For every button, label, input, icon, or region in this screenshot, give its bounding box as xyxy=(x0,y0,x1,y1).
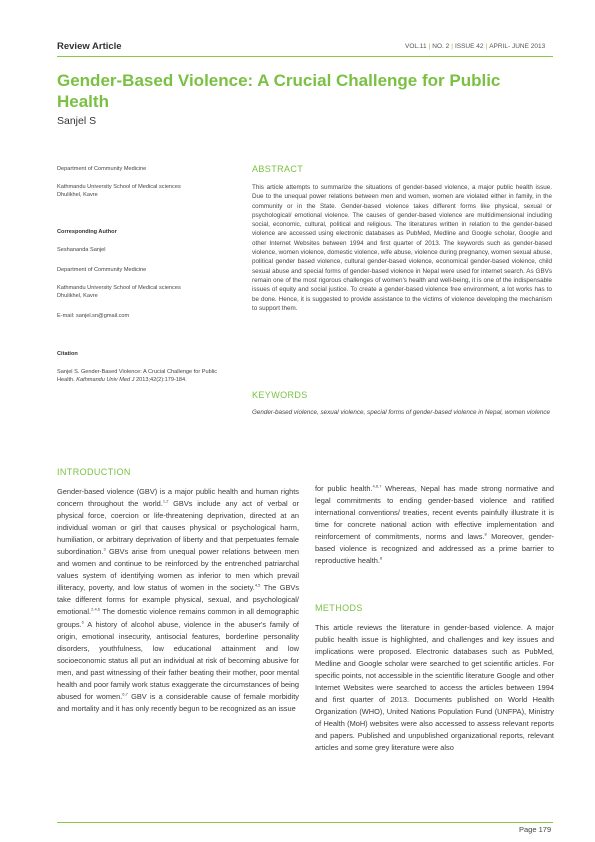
corresponding-school xyxy=(57,284,237,300)
issue-date: APRIL- JUNE 2013 xyxy=(489,43,546,50)
citation-ref: 6,7 xyxy=(122,691,128,697)
citation-plain: Sanjel S. Gender-Based Violence: A Crucial Challenge for Public Health. xyxy=(57,369,218,383)
abstract-text: This article attempts to summarize the situations of gender-based violence, a major public health issue. Due to the unequal power relations between men and women, women are violated either in family, in the community or in the State. Gender-based violence takes different forms like physical, sexual or psychological/ emotional violence. The causes of gender-based violence are multidimensional including social, economic, cultural, political and religious. The literatures written in relation to the gender-based violence are accessed using electronic databases as PubMed, Medline and Google scholar, Google and other Internet Websites between 1994 and first quarter of 2013. The keywords such as gender-based violence, women violence, domestic violence, wife abuse, violence during pregnancy, women sexual abuse, political gender based violence, cultural gender-based violence, economical gender-based violence, child sexual abuse and special forms of gender-based violence in Nepal were used for internet search. As GBVs remain one of the most rigorous challenges of women's health and well-being, it is one of the indispensable issues of equity and social justice. To create a gender-based violence free environment, a lot works has to be done. Hence, it is suggested to provide assistance to the victims of violence developing the mechanism to support them. xyxy=(252,184,552,312)
issue-info xyxy=(405,43,545,50)
corresponding-school-name: Kathmandu University School of Medical sciences xyxy=(57,285,181,291)
corresponding-dept: Department of Community Medicine xyxy=(57,267,147,273)
corresponding-heading: Corresponding Author xyxy=(57,229,117,235)
citation-ref: 1,2 xyxy=(162,498,169,504)
intro-text: Moreover, gender-based violence is recognized and addressed as a prime barrier to reproductive health. xyxy=(315,532,555,566)
footer-rule xyxy=(57,822,553,823)
affiliation-school xyxy=(57,183,237,199)
keywords-heading: KEYWORDS xyxy=(252,390,308,400)
separator: | xyxy=(451,43,453,50)
separator: | xyxy=(428,43,431,50)
volume: VOL.11 xyxy=(405,43,427,50)
methods-heading: METHODS xyxy=(315,603,363,613)
citation-ref: 2013;42(2):179-184. xyxy=(136,377,187,383)
citation-ref: 2,4,6 xyxy=(91,607,101,612)
number: NO. 2 xyxy=(432,43,450,50)
introduction-paragraph-continued xyxy=(315,483,554,567)
introduction-paragraph xyxy=(57,486,299,715)
intro-text: Whereas, Nepal has made strong normative and legal commitments to ending gender-based violence and ratified international conventions/ treaties, recent events painfully illustrate it is time for concrete national action with effective implementation and reinforcement of commitments, norms and laws. xyxy=(315,484,554,542)
affiliation-dept: Department of Community Medicine xyxy=(57,166,147,172)
intro-text: The GBVs take different forms for example physical, sexual, and psychological/ emotional. xyxy=(57,583,300,617)
citation-ref: 4,6,7 xyxy=(372,483,382,489)
issue: ISSUE 42 xyxy=(454,43,484,50)
citation-ref: 3 xyxy=(103,546,106,552)
intro-text: The domestic violence remains common in all demographic groups. xyxy=(57,607,299,629)
intro-text: GBVs include any act of verbal or physical force, coercion or life-threatening deprivation, directed at an individual woman or girl that causes physical or psychological harm, humiliation, or arbitrary deprivation of liberty and that perpetuates female subordination. xyxy=(57,499,299,557)
citation-journal: Kathmandu Univ Med J xyxy=(76,377,135,383)
separator: | xyxy=(485,43,488,50)
affiliation-school-name: Kathmandu University School of Medical sciences xyxy=(57,184,181,190)
header-rule xyxy=(57,56,553,57)
intro-text: GBV is a considerable cause of female morbidity and mortality and it has only recently begun to be recognized as an issue xyxy=(57,691,299,713)
corresponding-school-place: Dhulikhel, Kavre xyxy=(57,293,98,299)
keywords-text: Gender-based violence, sexual violence, special forms of gender-based violence in Nepal, women violence xyxy=(252,409,550,416)
citation-ref: 8 xyxy=(484,531,487,537)
corresponding-email: E-mail: sanjel.sn@gmail.com xyxy=(57,313,130,319)
intro-text: for public health. xyxy=(315,484,373,493)
article-category: Review Article xyxy=(57,41,122,52)
intro-text: Gender-based violence (GBV) is a major public health and human rights concern throughout the world. xyxy=(57,487,299,509)
affiliation-school-place: Dhulikhel, Kavre xyxy=(57,192,98,198)
intro-text: GBVs arise from unequal power relations between men and women and continue to be reinforced by the entrenched patriarchal values system of identifying women as inferior to men which prevail illiteracy, poverty, and low status of women in the society. xyxy=(57,547,299,593)
article-author: Sanjel S xyxy=(57,115,97,127)
citation-ref: 8 xyxy=(379,555,383,561)
intro-text: A history of alcohol abuse, violence in the abuser's family of origin, emotional insecurity, antisocial features, borderline personality disorders, youthfulness, low educational attainment and low socioeconomic status all put an individual at risk of becoming abusive for men, and past witnessing of their father beating their mother, poor mental health and poor family work status exaggerate the circumstances of being abused for women. xyxy=(57,619,299,701)
introduction-heading: INTRODUCTION xyxy=(57,467,131,477)
methods-paragraph: This article reviews the literature in gender-based violence. A major public health issue is highlighted, and challenges and key issues and implications were proposed. Electronic databases such as PubMed, Medline and Google scholar were searched to get scientific articles. For specific points, not accessible in the scientific literature Google and other Internet Websites were searched to access the articles between 1994 and first quarter of 2013. Documents published on World Health Organization (WHO), United Nations Population Fund (UNFPA), Ministry of Health (MoH) websites were also accessed to assess relevant reports and papers. Published and unpublished organizational reports, relevant articles and some grey literature were also xyxy=(315,623,554,753)
citation-ref: 4,5 xyxy=(254,582,261,588)
citation-text xyxy=(57,368,232,384)
corresponding-name: Seshananda Sanjel xyxy=(57,247,106,253)
article-title: Gender-Based Violence: A Crucial Challenge for Public Health xyxy=(57,71,501,111)
citation-heading: Citation xyxy=(57,351,78,357)
page-number: Page 179 xyxy=(519,825,552,834)
abstract-heading: ABSTRACT xyxy=(252,164,304,174)
citation-ref: 6 xyxy=(81,619,84,625)
